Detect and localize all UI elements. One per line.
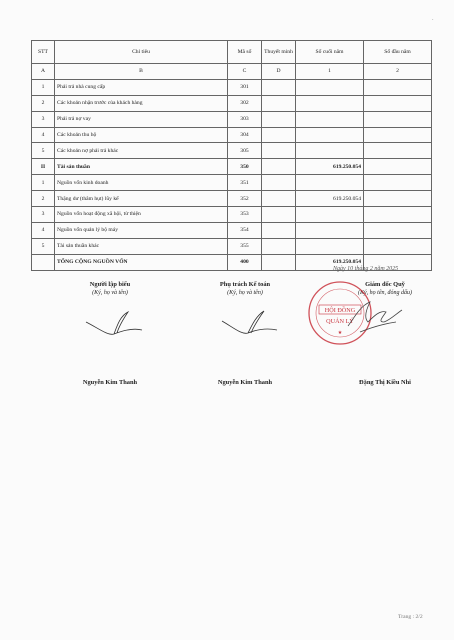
- row-label: Tài sản thuần: [55, 159, 228, 175]
- header-stt: STT: [32, 41, 55, 64]
- row-code: 304: [228, 127, 262, 143]
- signer-note: (Ký, họ và tên): [227, 290, 263, 296]
- table-row: [32, 143, 432, 159]
- row-note: [262, 127, 296, 143]
- row-stt: 1: [32, 175, 55, 191]
- row-year-end: [296, 222, 364, 238]
- row-year-end: 619.250.054: [296, 191, 364, 207]
- stamp-line-2: QUẢN LÝ: [326, 318, 354, 325]
- signer-role: Giám đốc Quỹ: [365, 281, 405, 288]
- row-label: Phải trả nợ vay: [55, 111, 228, 127]
- row-note: [262, 175, 296, 191]
- signer-accountant: [185, 281, 305, 296]
- row-label: Tài sản thuần khác: [55, 238, 228, 254]
- header-indicator: Chỉ tiêu: [55, 41, 228, 64]
- table-row: [32, 175, 432, 191]
- row-label: Nguồn vốn kinh doanh: [55, 175, 228, 191]
- row-year-end: [296, 175, 364, 191]
- row-code: 302: [228, 95, 262, 111]
- row-stt: 3: [32, 207, 55, 223]
- column-code: C: [228, 64, 262, 80]
- row-year-end: 619.250.054: [296, 159, 364, 175]
- signer-role: Phụ trách Kế toán: [219, 281, 271, 288]
- row-note: [262, 238, 296, 254]
- column-code: D: [262, 64, 296, 80]
- table-row: [32, 127, 432, 143]
- row-label: Nguồn vốn quản lý bộ máy: [55, 222, 228, 238]
- row-year-start: [364, 222, 432, 238]
- row-year-end: [296, 95, 364, 111]
- row-label: Thặng dư (thâm hụt) lũy kế: [55, 191, 228, 207]
- row-year-end: [296, 111, 364, 127]
- signer-note: (Ký, họ tên, đóng dấu): [358, 290, 412, 296]
- director-signature-scribble: [337, 292, 404, 340]
- row-note: [262, 159, 296, 175]
- table-row: [32, 191, 432, 207]
- row-year-start: [364, 175, 432, 191]
- row-year-start: [364, 127, 432, 143]
- row-note: [262, 111, 296, 127]
- row-stt: 3: [32, 111, 55, 127]
- row-year-start: [364, 207, 432, 223]
- signature-scribble: [220, 306, 280, 342]
- row-stt: 4: [32, 127, 55, 143]
- row-year-start: [364, 159, 432, 175]
- row-note: [262, 143, 296, 159]
- row-code: 351: [228, 175, 262, 191]
- header-note: Thuyết minh: [262, 41, 296, 64]
- stamp-line-1: HỘI ĐỒNG: [324, 307, 356, 314]
- row-year-end: 619.250.054: [296, 254, 364, 270]
- signature-scribble: [84, 306, 144, 342]
- row-stt: 2: [32, 95, 55, 111]
- signer-name: Nguyễn Kim Thanh: [82, 379, 138, 386]
- header-year-end: Số cuối năm: [296, 41, 364, 64]
- column-code: B: [55, 64, 228, 80]
- header-code: Mã số: [228, 41, 262, 64]
- row-code: 353: [228, 207, 262, 223]
- row-label: Phải trả nhà cung cấp: [55, 79, 228, 95]
- signer-preparer: [50, 281, 170, 296]
- column-code: 2: [364, 64, 432, 80]
- table-header-row: [32, 41, 432, 64]
- column-code: A: [32, 64, 55, 80]
- row-code: 354: [228, 222, 262, 238]
- row-note: [262, 254, 296, 270]
- table-row: [32, 222, 432, 238]
- row-year-end: [296, 238, 364, 254]
- table-row: [32, 238, 432, 254]
- row-label: Các khoản nợ phải trả khác: [55, 143, 228, 159]
- row-code: 303: [228, 111, 262, 127]
- row-year-end: [296, 79, 364, 95]
- row-year-start: [364, 95, 432, 111]
- row-note: [262, 191, 296, 207]
- row-stt: 2: [32, 191, 55, 207]
- header-year-start: Số đầu năm: [364, 41, 432, 64]
- row-label: Nguồn vốn hoạt động xã hội, từ thiện: [55, 207, 228, 223]
- row-note: [262, 222, 296, 238]
- row-code: 301: [228, 79, 262, 95]
- row-year-start: [364, 111, 432, 127]
- report-date: Ngày 10 tháng 2 năm 2025: [333, 266, 399, 272]
- table-row: [32, 207, 432, 223]
- row-year-start: [364, 143, 432, 159]
- row-code: 355: [228, 238, 262, 254]
- balance-sheet-table: [31, 40, 432, 271]
- signer-role: Người lập biểu: [89, 281, 131, 288]
- row-year-end: [296, 143, 364, 159]
- table-row: [32, 79, 432, 95]
- row-stt: [32, 254, 55, 270]
- page-number: Trang : 2/2: [398, 614, 423, 620]
- corner-mark: •: [432, 17, 434, 22]
- signer-note: (Ký, họ và tên): [92, 290, 128, 296]
- row-stt: 4: [32, 222, 55, 238]
- row-year-end: [296, 127, 364, 143]
- row-stt: II: [32, 159, 55, 175]
- signer-name: Nguyễn Kim Thanh: [217, 379, 273, 386]
- row-year-start: [364, 238, 432, 254]
- table-row: [32, 95, 432, 111]
- table-row: [32, 111, 432, 127]
- row-stt: 1: [32, 79, 55, 95]
- row-stt: 5: [32, 238, 55, 254]
- row-note: [262, 95, 296, 111]
- row-stt: 5: [32, 143, 55, 159]
- row-year-start: [364, 191, 432, 207]
- row-code: 350: [228, 159, 262, 175]
- row-label: Các khoản nhận trước của khách hàng: [55, 95, 228, 111]
- row-code: 400: [228, 254, 262, 270]
- row-code: 305: [228, 143, 262, 159]
- column-code-row: [32, 64, 432, 80]
- row-code: 352: [228, 191, 262, 207]
- svg-text:★: ★: [337, 331, 343, 336]
- row-label: Các khoản thu hộ: [55, 127, 228, 143]
- signer-name: Đặng Thị Kiều Nhi: [359, 379, 411, 386]
- row-note: [262, 207, 296, 223]
- table-row: [32, 159, 432, 175]
- row-note: [262, 79, 296, 95]
- row-label: TỔNG CỘNG NGUỒN VỐN: [55, 254, 228, 270]
- row-year-end: [296, 207, 364, 223]
- row-year-start: [364, 79, 432, 95]
- column-code: 1: [296, 64, 364, 80]
